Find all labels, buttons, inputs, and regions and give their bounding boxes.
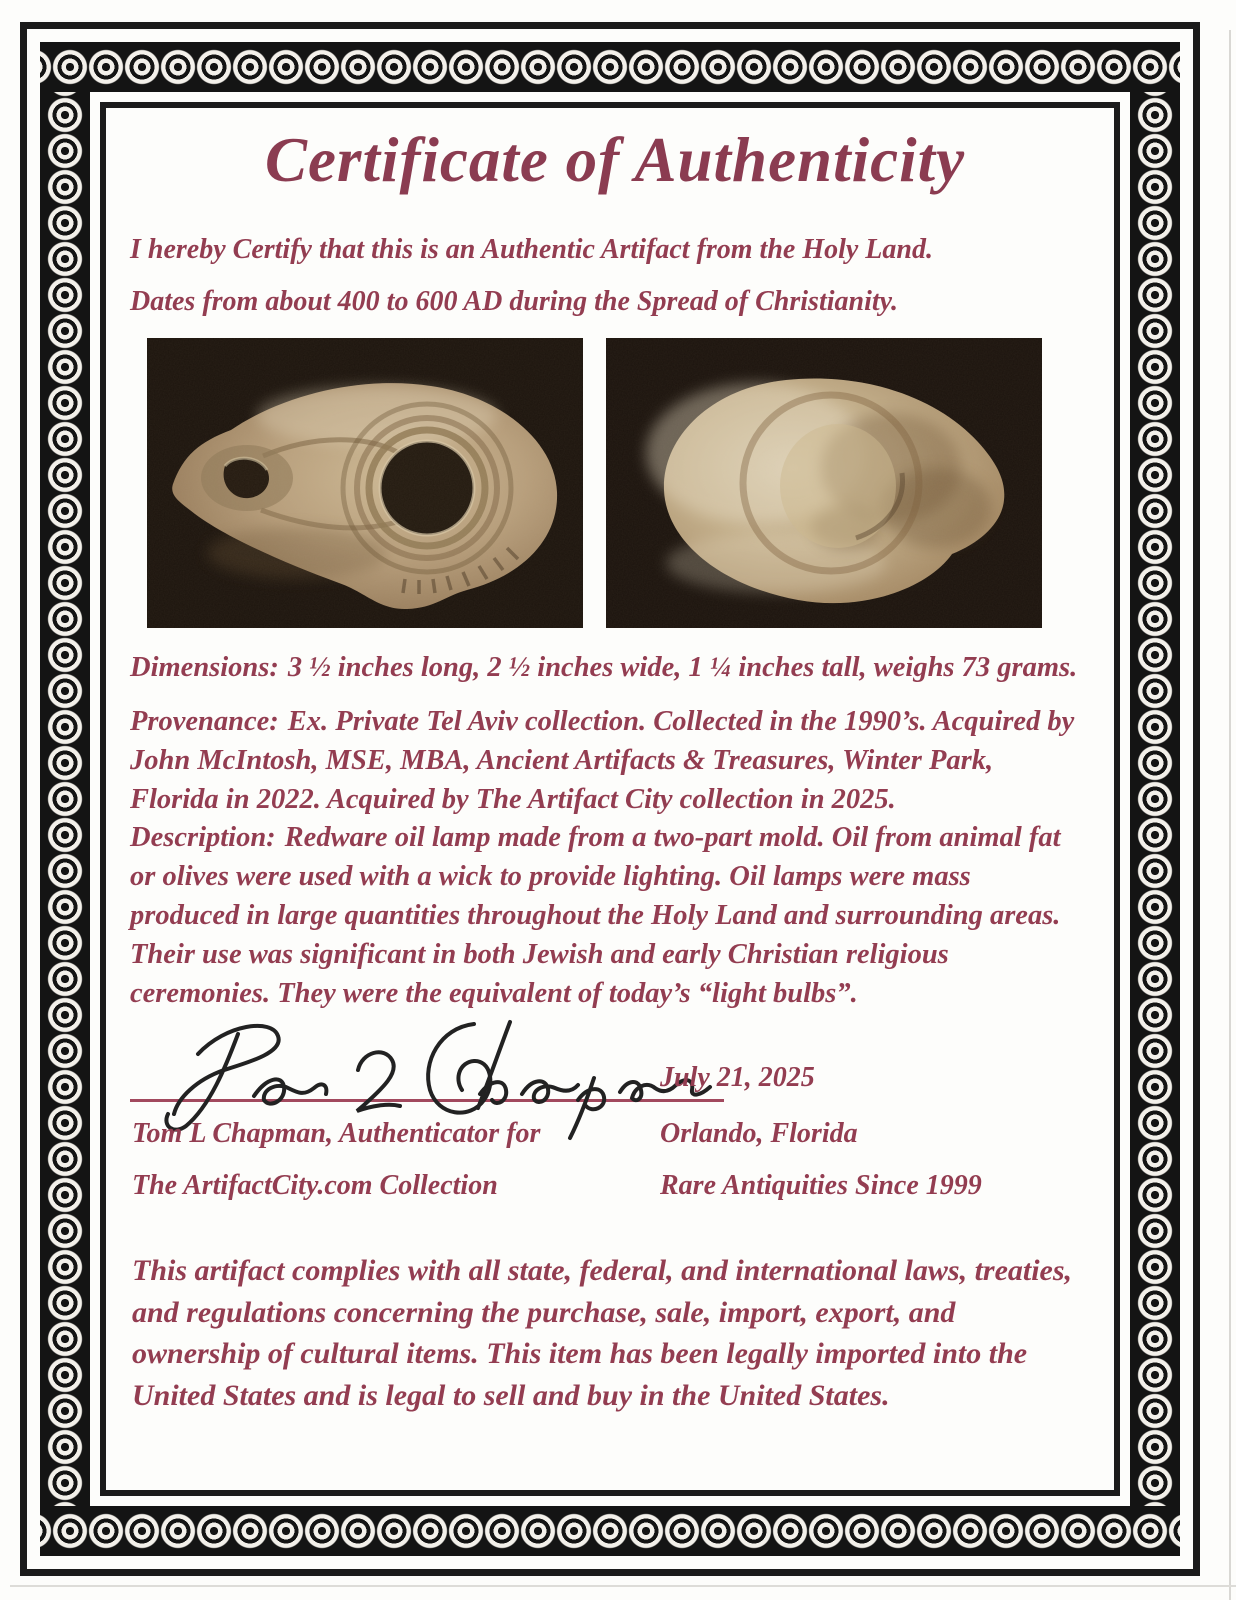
certificate-title: Certificate of Authenticity <box>264 125 966 195</box>
signature-location: Orlando, Florida <box>660 1118 858 1149</box>
circle-border-right <box>1130 92 1180 1506</box>
description-section <box>130 818 1082 1013</box>
dimensions-text: 3 ½ inches long, 2 ½ inches wide, 1 ¼ inches tall, weighs 73 grams. <box>287 652 1078 683</box>
compliance-statement: This artifact complies with all state, federal, and international laws, treaties, and regulations concerning the purchase, sale, import, export, and ownership of cultural items. This item has been legally imported into the United States and is legal to sell and buy in the United States. <box>132 1254 1073 1412</box>
artifact-photo-bottom-view <box>606 338 1042 628</box>
description-text: Redware oil lamp made from a two-part mold. Oil from animal fat or olives were used with a wick to provide lighting. Oil lamps were mass produced in large quantities throughout the Holy Land and surrounding areas. Their use was significant in both Jewish and early Christian religious ceremonies. They were the equivalent of today’s “light bulbs”. <box>130 822 1061 1009</box>
artifact-photo-top-view <box>147 338 583 628</box>
statement-line-2: Dates from about 400 to 600 AD during the Spread of Christianity. <box>130 286 899 317</box>
scan-edge-right <box>1229 30 1231 1600</box>
dimensions-label: Dimensions: <box>130 652 279 683</box>
signature-tagline: Rare Antiquities Since 1999 <box>660 1170 982 1201</box>
description-label: Description: <box>130 822 276 853</box>
signature-date: July 21, 2025 <box>660 1062 815 1093</box>
provenance-section <box>130 702 1082 819</box>
dimensions-section <box>130 648 1082 687</box>
signer-name-line: Tom L Chapman, Authenticator for <box>132 1118 541 1149</box>
provenance-label: Provenance: <box>130 706 279 737</box>
scan-edge-bottom <box>10 1585 1236 1587</box>
signer-collection-line: The ArtifactCity.com Collection <box>132 1170 498 1201</box>
circle-border-left <box>40 92 90 1506</box>
statement-line-1: I hereby Certify that this is an Authentic Artifact from the Holy Land. <box>130 234 933 265</box>
provenance-text: Ex. Private Tel Aviv collection. Collected in the 1990’s. Acquired by John McIntosh, MSE, MBA, Ancient Artifacts & Treasures, Winter Park, Florida in 2022. Acquired by The Artifact City collection in 2025. <box>130 706 1075 815</box>
certificate-content <box>118 0 1112 1600</box>
